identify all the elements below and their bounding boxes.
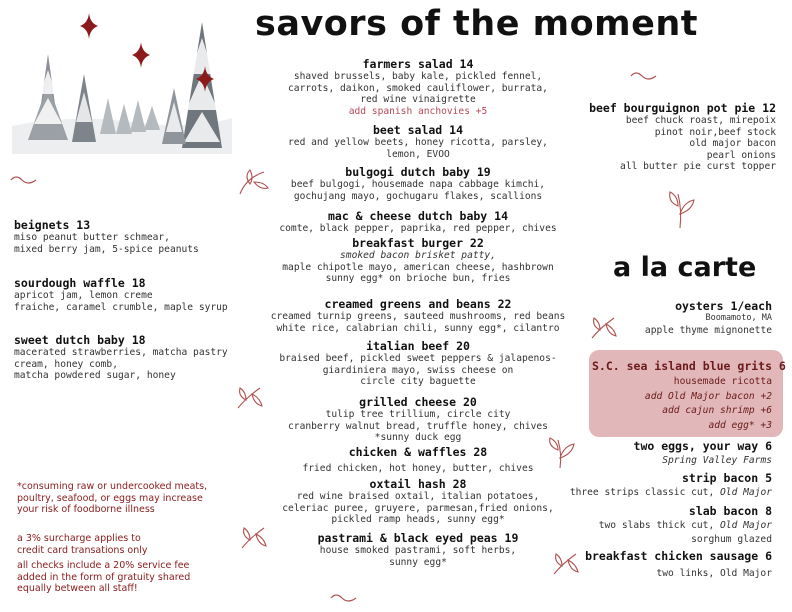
item-desc: matcha powdered sugar, honey bbox=[14, 370, 176, 381]
item-desc: two slabs thick cut, bbox=[598, 520, 721, 531]
item-heading: mac & cheese dutch baby 14 bbox=[327, 209, 508, 223]
item-desc: mixed berry jam, 5-spice peanuts bbox=[14, 243, 199, 255]
menu-item-grilled-cheese bbox=[268, 396, 568, 444]
menu-item-pastrami bbox=[268, 532, 568, 568]
item-desc: cream, honey comb, bbox=[14, 358, 118, 370]
item-heading: sourdough waffle 18 bbox=[14, 276, 146, 290]
menu-item-two-eggs bbox=[580, 440, 772, 467]
item-desc: fraiche, caramel crumble, maple syrup bbox=[14, 301, 228, 313]
item-addon: add egg* +3 bbox=[708, 419, 772, 431]
item-heading: beignets 13 bbox=[14, 218, 91, 232]
item-desc: smoked bacon brisket patty, bbox=[340, 250, 496, 261]
item-heading: chicken & waffles 28 bbox=[348, 445, 488, 459]
note-line: added in the form of gratuity shared bbox=[17, 571, 191, 583]
note-line: credit card transations only bbox=[17, 544, 148, 556]
item-desc: apricot jam, lemon creme bbox=[14, 290, 153, 301]
item-desc: braised beef, pickled sweet peppers & jalapenos- bbox=[279, 353, 557, 364]
item-desc: gochujang mayo, gochugaru flakes, scallions bbox=[293, 190, 543, 202]
sparkle-star-icon bbox=[80, 13, 98, 39]
item-desc: tulip tree trillium, circle city bbox=[325, 409, 511, 420]
menu-item-bulgogi-dutch-baby bbox=[268, 166, 568, 202]
item-heading: creamed greens and beans 22 bbox=[324, 297, 512, 311]
item-heading: farmers salad 14 bbox=[362, 57, 474, 71]
item-desc: pickled ramp heads, sunny egg* bbox=[331, 514, 505, 525]
menu-item-oysters bbox=[580, 300, 772, 336]
sparkle-star-icon bbox=[132, 42, 150, 68]
item-desc: maple chipotle mayo, american cheese, hashbrown bbox=[282, 261, 554, 273]
item-desc: beef bulgogi, housemade napa cabbage kimchi, bbox=[290, 179, 546, 190]
leaf-sprig-icon bbox=[234, 382, 264, 412]
item-heading: italian beef 20 bbox=[366, 339, 470, 353]
item-heading: S.C. sea island blue grits 6 bbox=[592, 359, 786, 373]
item-heading: two eggs, your way 6 bbox=[633, 439, 772, 453]
note-line: poultry, seafood, or eggs may increase bbox=[17, 492, 203, 504]
item-heading: breakfast burger 22 bbox=[352, 236, 484, 250]
leaf-sprig-icon bbox=[236, 168, 270, 198]
menu-item-strip-bacon bbox=[560, 472, 772, 499]
item-heading: slab bacon 8 bbox=[688, 504, 772, 518]
menu-item-pot-pie bbox=[570, 102, 776, 173]
menu-item-creamed-greens bbox=[262, 298, 574, 334]
menu-title: savors of the moment bbox=[255, 4, 698, 44]
note-line: equally between all staff! bbox=[17, 583, 138, 594]
menu-item-breakfast-burger bbox=[268, 237, 568, 285]
item-heading: pastrami & black eyed peas 19 bbox=[317, 531, 519, 545]
item-desc: apple thyme mignonette bbox=[644, 324, 772, 336]
service-fee-note bbox=[17, 560, 190, 595]
item-farm: Old Major bbox=[720, 520, 772, 531]
item-desc: macerated strawberries, matcha pastry bbox=[14, 347, 228, 358]
item-desc: beef chuck roast, mirepoix bbox=[625, 115, 776, 126]
squiggle-icon bbox=[10, 174, 38, 186]
note-line: *consuming raw or undercooked meats, bbox=[17, 481, 208, 492]
item-heading: bulgogi dutch baby 19 bbox=[345, 165, 491, 179]
item-desc: white rice, calabrian chili, sunny egg*, cilantro bbox=[276, 322, 560, 334]
item-desc: carrots, daikon, smoked cauliflower, burrata, bbox=[288, 82, 548, 94]
item-desc: sunny egg* bbox=[389, 556, 447, 568]
menu-item-beignets bbox=[14, 219, 199, 255]
item-addon: add Old Major bacon +2 bbox=[644, 390, 772, 402]
a-la-carte-title: a la carte bbox=[613, 252, 757, 283]
item-desc: comte, black pepper, paprika, red pepper, chives bbox=[279, 223, 557, 234]
menu-item-sourdough-waffle bbox=[14, 277, 228, 313]
item-desc: fried chicken, hot honey, butter, chives bbox=[302, 463, 534, 474]
item-heading: breakfast chicken sausage 6 bbox=[585, 549, 772, 563]
menu-item-blue-grits bbox=[592, 359, 786, 431]
item-desc: red and yellow beets, honey ricotta, parsley, bbox=[288, 137, 548, 148]
item-desc: creamed turnip greens, sauteed mushrooms, red beans bbox=[270, 311, 566, 322]
item-heading: sweet dutch baby 18 bbox=[14, 333, 146, 347]
item-desc: red wine braised oxtail, italian potatoes, bbox=[296, 491, 540, 502]
item-desc: lemon, EVOO bbox=[386, 148, 450, 160]
item-desc: all butter pie curst topper bbox=[620, 161, 776, 172]
item-desc: two links, Old Major bbox=[656, 568, 772, 579]
item-desc: miso peanut butter schmear, bbox=[14, 232, 170, 243]
item-desc: shaved brussels, baby kale, pickled fennel, bbox=[293, 71, 543, 82]
item-addon: add spanish anchovies +5 bbox=[348, 105, 488, 117]
menu-item-oxtail-hash bbox=[268, 478, 568, 526]
item-addon: add cajun shrimp +6 bbox=[662, 405, 772, 416]
item-desc: cranberry walnut bread, truffle honey, chives bbox=[288, 420, 548, 432]
menu-item-sweet-dutch-baby bbox=[14, 334, 228, 382]
item-desc: celeriac puree, gruyere, parmesan,fried onions, bbox=[282, 502, 554, 514]
item-desc: sorghum glazed bbox=[691, 533, 772, 545]
note-line: your risk of foodborne illness bbox=[17, 504, 155, 515]
menu-item-chicken-sausage bbox=[570, 550, 772, 580]
item-desc: Spring Valley Farms bbox=[662, 455, 772, 466]
item-desc: Boomamoto, MA bbox=[705, 313, 772, 323]
squiggle-icon bbox=[630, 70, 658, 82]
item-desc: giardiniera mayo, swiss cheese on bbox=[322, 364, 514, 376]
item-desc: pinot noir,beef stock bbox=[654, 126, 776, 138]
item-heading: beet salad 14 bbox=[372, 123, 463, 137]
item-heading: beef bourguignon pot pie 12 bbox=[589, 101, 776, 115]
item-farm: Old Major bbox=[720, 487, 772, 498]
item-desc: housemade ricotta bbox=[673, 376, 772, 387]
surcharge-note bbox=[17, 533, 148, 556]
item-desc: pearl onions bbox=[706, 149, 776, 161]
item-desc: house smoked pastrami, soft herbs, bbox=[319, 545, 517, 556]
menu-item-farmers-salad bbox=[268, 58, 568, 117]
leaf-sprig-icon bbox=[238, 522, 268, 552]
note-line: a 3% surcharge applies to bbox=[17, 533, 141, 544]
menu-item-italian-beef bbox=[268, 340, 568, 388]
item-desc: three strips classic cut, bbox=[569, 487, 721, 498]
sparkle-star-icon bbox=[196, 66, 214, 92]
item-heading: strip bacon 5 bbox=[681, 471, 772, 485]
item-desc: old major bacon bbox=[689, 138, 776, 149]
note-line: all checks include a 20% service fee bbox=[17, 560, 190, 571]
item-desc: sunny egg* on brioche bun, fries bbox=[325, 273, 511, 284]
item-heading: oysters 1/each bbox=[675, 299, 772, 313]
item-desc: *sunny duck egg bbox=[374, 432, 462, 443]
menu-item-chicken-waffles bbox=[268, 446, 568, 475]
item-heading: grilled cheese 20 bbox=[359, 395, 477, 409]
leaf-sprig-icon bbox=[664, 190, 698, 230]
item-desc: red wine vinaigrette bbox=[360, 94, 476, 105]
item-heading: oxtail hash 28 bbox=[369, 477, 467, 491]
squiggle-icon bbox=[330, 592, 358, 604]
raw-food-warning bbox=[17, 481, 207, 516]
item-desc: circle city baguette bbox=[360, 376, 476, 387]
menu-item-slab-bacon bbox=[560, 505, 772, 545]
menu-item-mac-cheese bbox=[268, 210, 568, 235]
menu-item-beet-salad bbox=[268, 124, 568, 160]
